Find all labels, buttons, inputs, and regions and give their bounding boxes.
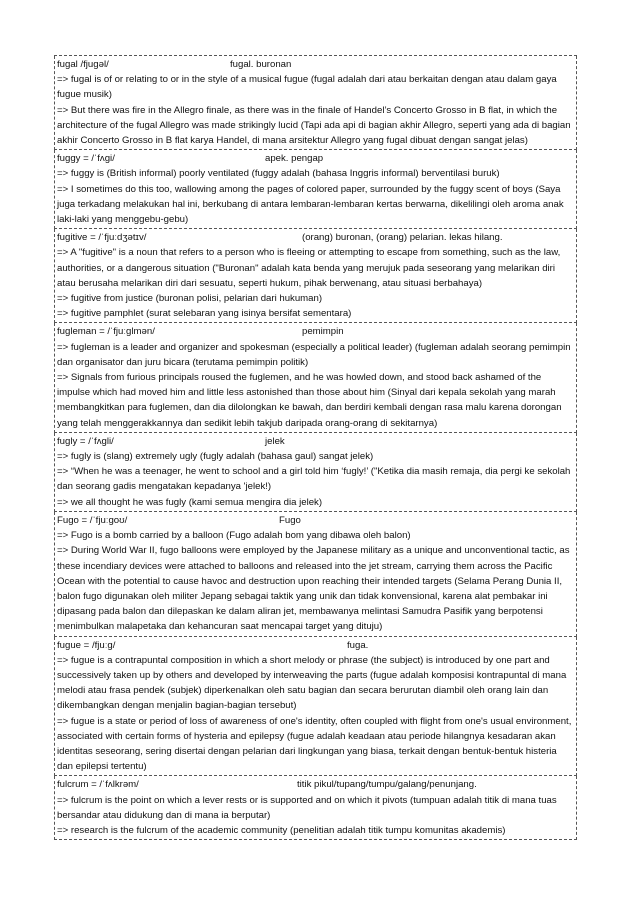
glossary-entry-fugue (54, 637, 577, 777)
example-line: => fugitive pamphlet (surat selebaran yang isinya bersifat sementara) (57, 308, 352, 320)
entry-header (57, 151, 574, 166)
translation: titik pikul/tupang/tumpu/galang/penunjang. (297, 779, 477, 791)
translation: jelek (265, 435, 285, 447)
headword-pronunciation: fugitive = /ˈfjuːdʒətɪv/ (57, 232, 147, 244)
translation: fugal. buronan (230, 59, 292, 70)
translation: (orang) buronan, (orang) pelarian. lekas hilang. (302, 232, 503, 244)
entry-header (57, 324, 574, 339)
definition-line: => A "fugitive" is a noun that refers to a person who is fleeing or attempting to escape from something, such as the law, authorities, or a dangerous situation ("Buronan" adalah kata benda yang merujuk pada seseorang yang melarikan diri atau berusaha melarikan diri dari sesuatu, seperti hukum, pihak berwenang, atau situasi berbahaya) (57, 247, 561, 289)
glossary-entry-fugo (54, 512, 577, 637)
glossary-entry-fugleman (54, 323, 577, 432)
definition-line: => Fugo is a bomb carried by a balloon (Fugo adalah bom yang dibawa oleh balon) (57, 530, 411, 542)
example-line: => research is the fulcrum of the academic community (penelitian adalah titik tumpu komunitas akademis) (57, 824, 506, 836)
definition-line: => fugue is a contrapuntal composition in which a short melody or phrase (the subject) is introduced by one part and successively taken up by others and developed by interweaving the parts (fugue adalah komposisi kontrapuntal di mana melodi atau frasa pendek (subjek) diperkenalkan oleh satu bagian dan secara berurutan diambil oleh orang lain dan dikembangkan dengan menjalin bagian-bagian tersebut) (57, 654, 567, 712)
definition-line: => fugal is of or relating to or in the style of a musical fugue (fugal adalah dari atau berkaitan dengan atau dalam gaya fugue musik) (57, 74, 557, 101)
translation: Fugo (279, 514, 301, 526)
headword-pronunciation: Fugo = /ˈfjuːgoʊ/ (57, 514, 128, 526)
example-line: => Signals from furious principals roused the fuglemen, and he was howled down, and stood back ashamed of the impulse which had moved him and little less astonished than those about him (Sinyal dari kepala sekolah yang marah membangkitkan para fuglemen, dan dia dilolongkan ke bawah, dan berdiri kembali dengan rasa malu karena dorongan yang telah menggerakkannya dan sedikit lebih takjub daripada orang-orang di sekitarnya) (57, 372, 562, 429)
translation: fuga. (347, 639, 369, 651)
entry-header (57, 638, 574, 653)
glossary-entry-fugitive (54, 229, 577, 323)
entry-header (57, 513, 574, 528)
glossary-entry-fugal (54, 56, 577, 150)
translation: apek. pengap (265, 153, 324, 165)
glossary-page (54, 55, 577, 840)
definition-line: => fulcrum is the point on which a lever rests or is supported and on which it pivots (tumpuan adalah titik di mana tuas bersandar atau didukung dan di mana ia berputar) (57, 794, 557, 821)
glossary-entry-fulcrum (54, 776, 577, 840)
headword-pronunciation: fugal /fjugəl/ (57, 59, 109, 70)
example-line: => During World War II, fugo balloons were employed by the Japanese military as a unique and unconventional tactic, as these incendiary devices were attached to balloons and released into the jet stream, carrying them across the Pacific Ocean with the potential to cause havoc and destruction upon reaching their intended targets (Selama Perang Dunia II, balon fugo digunakan oleh militer Jepang sebagai taktik yang unik dan tidak konvensional, karena alat pembakar ini dipasang pada balon dan dilepaskan ke dalam aliran jet, membawanya melintasi Samudra Pasifik yang berpotensi menimbulkan malapetaka dan kehancuran saat mencapai target yang dituju) (57, 545, 570, 633)
example-line: => But there was fire in the Allegro finale, as there was in the finale of Handel’s Concerto Grosso in B flat, in which the architecture of the fugal Allegro was made strikingly lucid (Tapi ada api di bagian akhir Allegro, seperti yang ada di bagian akhir Concerto Grosso in B flat karya Handel, di mana arsitektur Allegro yang fugal dibuat dengan sangat jelas) (57, 104, 571, 147)
headword-pronunciation: fugleman = /ˈfjuːɡlmən/ (57, 326, 155, 338)
glossary-entry-fuggy (54, 150, 577, 229)
definition-line: => fugleman is a leader and organizer and spokesman (especially a political leader) (fugleman adalah seorang pemimpin dan organisator dan juru bicara (terutama pemimpin politik) (57, 341, 571, 368)
glossary-entry-fugly (54, 433, 577, 512)
example-line: => I sometimes do this too, wallowing among the pages of colored paper, surrounded by the fuggy scent of boys (Saya juga terkadang melakukan hal ini, berkubang di antara lembaran-lembaran kertas berwarna, dikelilingi oleh aroma anak laki-laki yang menggebu-gebu) (57, 183, 564, 226)
entry-header (57, 57, 574, 72)
example-line: => “When he was a teenager, he went to school and a girl told him ‘fugly!’ ("Ketika dia masih remaja, dia pergi ke sekolah dan seorang gadis mengatakan kepadanya 'jelek!) (57, 466, 571, 493)
entry-header (57, 777, 574, 792)
definition-line: => fuggy is (British informal) poorly ventilated (fuggy adalah (bahasa Inggris informal) berventilasi buruk) (57, 168, 500, 180)
entry-header (57, 434, 574, 449)
headword-pronunciation: fugly = /ˈfʌɡli/ (57, 435, 114, 447)
translation: pemimpin (302, 326, 344, 338)
example-line: => we all thought he was fugly (kami semua mengira dia jelek) (57, 496, 323, 508)
example-line: => fugitive from justice (buronan polisi, pelarian dari hukuman) (57, 293, 323, 305)
headword-pronunciation: fuggy = /ˈfʌgi/ (57, 153, 115, 165)
headword-pronunciation: fugue = /fjuːg/ (57, 639, 116, 651)
headword-pronunciation: fulcrum = /ˈfʌlkrəm/ (57, 779, 139, 791)
definition-line: => fugue is a state or period of loss of awareness of one's identity, often coupled with flight from one's usual environment, associated with certain forms of hysteria and epilepsy (fugue adalah keadaan atau periode hilangnya kesadaran akan identitas seseorang, sering disertai dengan pelarian dari lingkungan yang biasa, terkait dengan bentuk-bentuk histeria dan epilepsi tertentu) (57, 715, 572, 773)
definition-line: => fugly is (slang) extremely ugly (fugly adalah (bahasa gaul) sangat jelek) (57, 451, 374, 463)
entry-header (57, 230, 574, 245)
